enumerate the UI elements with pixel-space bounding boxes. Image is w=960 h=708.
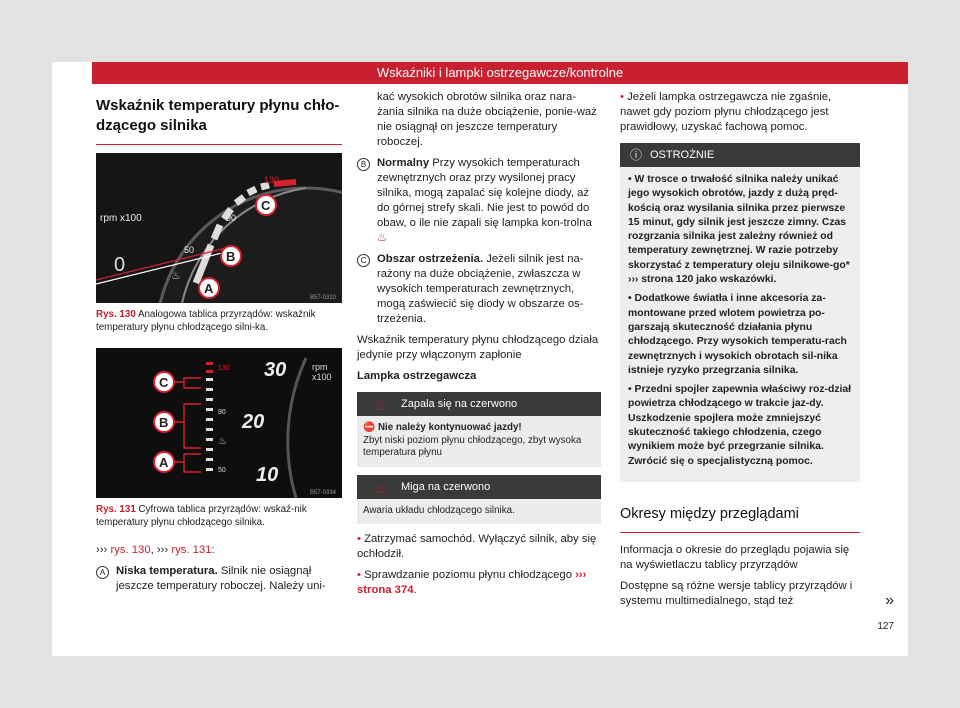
speed-30: 30	[264, 359, 287, 381]
caption-text: Analogowa tablica przyrządów: wskaźnik temperatury płynu chłodzącego silni-ka.	[96, 309, 316, 333]
figure-references	[96, 543, 342, 558]
bullet-icon: •	[620, 91, 624, 103]
figure-130-caption	[96, 309, 342, 334]
item-b-title: Normalny	[377, 157, 430, 169]
column-3	[620, 90, 860, 615]
item-b-text: Przy wysokich temperaturach zewnętrznych oraz przy wysilonej pracy silnika, mogą zapalać się kolejne diody, aż do górnej strefy skali. Nie jest to powód do obaw, o ile nie zapali się lampka kon-trolna	[377, 157, 592, 229]
label-a: A	[159, 455, 169, 470]
lamp-heading: Lampka ostrzegawcza	[357, 370, 477, 382]
figure-code: B57-0310	[310, 295, 337, 301]
tick-90: 90	[218, 409, 226, 416]
caution-title: OSTROŻNIE	[650, 149, 715, 161]
figure-131-caption	[96, 504, 342, 529]
ref-link-130[interactable]: rys. 130	[110, 544, 151, 556]
lamp-box-1-body	[357, 416, 601, 467]
tick-130: 130	[218, 365, 230, 372]
ref-sep: , ›››	[150, 544, 169, 556]
bullet-help-text: Jeżeli lampka ostrzegawcza nie zgaśnie, nawet gdy poziom płynu chłodzącego jest prawidłowy, uzyskać fachową pomoc.	[620, 91, 832, 133]
speed-10: 10	[256, 464, 279, 486]
box1-bold: Nie należy kontynuować jazdy!	[377, 422, 522, 433]
label-b: B	[226, 249, 236, 264]
bullet-stop	[357, 532, 601, 562]
column-1	[96, 90, 342, 600]
digital-gauge-image	[96, 348, 342, 498]
figure-code: B57-0334	[310, 490, 337, 496]
figure-131	[96, 348, 342, 498]
label-b: B	[159, 415, 169, 430]
caption-text: Cyfrowa tablica przyrządów: wskaź-nik temperatury płynu chłodzącego silnika.	[96, 504, 307, 528]
caution-item: • Przedni spojler zapewnia właściwy roz-dział powietrza chłodzącego w trakcie jaz-dy. Uszkodzenie spojlera może zmniejszyć skuteczność takiego chłodzenia, czego wynikiem może być przegrzanie silnika. Zwrócić się o specjalistyczną pomoc.	[628, 384, 852, 467]
label-c: C	[261, 198, 271, 213]
info-icon: ⓘ	[630, 148, 643, 162]
title-rule	[96, 144, 342, 145]
ref-link-131[interactable]: rys. 131	[171, 544, 212, 556]
service-paragraph-2: Dostępne są różne wersje tablicy przyrządów i systemu multimedialnego, stąd też	[620, 579, 853, 607]
svg-text:0: 0	[114, 254, 126, 276]
bullet-icon: •	[357, 533, 361, 545]
coolant-warning-icon: ♨	[375, 398, 387, 413]
page-ref-link[interactable]: ››› strona 374	[357, 569, 587, 596]
lamp-box-2-title: Miga na czerwono	[401, 480, 491, 493]
label-a: A	[204, 281, 214, 296]
bullet-1-text: Zatrzymać samochód. Wyłączyć silnik, aby się ochłodził.	[357, 533, 597, 560]
svg-text:♨: ♨	[218, 436, 227, 447]
section-header: Wskaźniki i lampki ostrzegawcze/kontrolne	[92, 62, 908, 84]
caution-body	[620, 167, 860, 482]
item-c	[357, 252, 601, 327]
continue-arrow-icon: »	[885, 592, 894, 609]
item-a-title: Niska temperatura.	[116, 565, 218, 577]
coolant-warning-icon: ♨	[377, 232, 388, 244]
service-paragraph-1: Informacja o okresie do przeglądu pojawia się na wyświetlaczu tablicy przyrządów	[620, 543, 850, 571]
marker-c: C	[357, 254, 370, 267]
svg-text:♨: ♨	[171, 270, 181, 282]
stop-icon: ⛔	[363, 422, 376, 433]
label-c: C	[159, 375, 169, 390]
rpm-label: rpm	[312, 362, 328, 372]
item-c-title: Obszar ostrzeżenia.	[377, 253, 484, 265]
marker-a: A	[96, 566, 109, 579]
item-c-text: Jeżeli silnik jest na-rażony na duże obciążenie, zwłaszcza w wysokich temperaturach zewnętrznych, mogą zaświecić się diody w obszarze os-trzeżenia.	[377, 253, 584, 325]
bullet-2-text: Sprawdzanie poziomu płynu chłodzącego	[364, 569, 572, 581]
caution-item-2-text: Dodatkowe światła i inne akcesoria za-montowane przed wlotem powietrza po-garszają skuteczność działania płynu chłodzącego. Przy wysokich temperatu-rach zewnętrznych i wysokich obrotach sil-nika istnieje ryzyko przegrzania silnika.	[628, 293, 847, 376]
lamp-box-1-header	[357, 392, 601, 416]
ref-arrows: ›››	[96, 544, 108, 556]
title-rule	[620, 532, 860, 533]
section-title: Wskaźnik temperatury płynu chło-dzącego silnika	[96, 97, 340, 134]
coolant-warning-icon: ♨	[375, 480, 387, 496]
box1-text: Zbyt niski poziom płynu chłodzącego, zbyt wysoka temperatura płynu	[363, 434, 582, 458]
ignition-paragraph: Wskaźnik temperatury płynu chłodzącego działa jedynie przy włączonym zapłonie	[357, 334, 599, 361]
tick-50: 50	[218, 467, 226, 474]
manual-page	[52, 62, 908, 656]
marker-b: B	[357, 158, 370, 171]
tick-130: 130	[264, 175, 280, 185]
caution-box	[620, 143, 860, 482]
bullet-icon: •	[357, 569, 361, 581]
caution-item-1-text: W trosce o trwałość silnika należy unikać jego wysokich obrotów, jazdy z dużą pręd-kością oraz wysilania silnika przez pierwsze 15 minut, gdy silnik jest jeszcze zimny. Czas rozgrzania silnika jest zależny również od temperatury zewnętrznej. W razie potrzeby skorzystać z temperatury oleju silnikowe-go* ››› strona 120 jako wskazówki.	[628, 174, 850, 286]
column-2	[357, 90, 601, 604]
figure-number: Rys. 130	[96, 309, 136, 320]
box2-text: Awaria układu chłodzącego silnika.	[363, 504, 515, 516]
item-a	[96, 564, 342, 594]
bullet-help	[620, 90, 860, 135]
figure-number: Rys. 131	[96, 504, 136, 515]
item-b	[357, 156, 601, 246]
lamp-box-2-header	[357, 475, 601, 499]
speed-20: 20	[242, 411, 265, 433]
tick-50: 50	[184, 245, 195, 255]
rpm-label-2: x100	[312, 372, 332, 382]
caution-item-3-text: Przedni spojler zapewnia właściwy roz-dział powietrza chłodzącego w trakcie jaz-dy. Uszkodzenie spojlera może zmniejszyć skuteczność takiego chłodzenia, czego wynikiem może być przegrzanie silnika. Zwrócić się o specjalistyczną pomoc.	[628, 384, 852, 467]
item-a-text: Silnik nie osiągnął jeszcze temperatury roboczej. Należy uni-	[116, 565, 326, 592]
page-number: 127	[877, 621, 894, 632]
lamp-box-1-title: Zapala się na czerwono	[401, 398, 518, 410]
tick-90: 90	[226, 213, 237, 223]
rpm-label: rpm x100	[100, 213, 142, 224]
bullet-check	[357, 568, 601, 598]
caution-item: • Dodatkowe światła i inne akcesoria za-montowane przed wlotem powietrza po-garszają skuteczność działania płynu chłodzącego. Przy wysokich temperatu-rach zewnętrznych i wysokich obrotach sil-nika istnieje ryzyko przegrzania silnika.	[628, 293, 847, 376]
caution-item: • W trosce o trwałość silnika należy unikać jego wysokich obrotów, jazdy z dużą pręd-kością oraz wysilania silnika przez pierwsze 15 minut, gdy silnik jest jeszcze zimny. Czas rozgrzania silnika jest zależny również od temperatury zewnętrznej. W razie potrzeby skorzystać z temperatury oleju silnikowe-go* ››› strona 120 jako wskazówki.	[628, 174, 850, 286]
service-intervals-title: Okresy między przeglądami	[620, 505, 799, 522]
caution-header	[620, 143, 860, 167]
lamp-box-2-body	[357, 499, 601, 525]
bullet-2-end: .	[413, 584, 417, 596]
ref-end: :	[211, 544, 215, 556]
item-a-continued	[357, 90, 601, 150]
analog-gauge-image	[96, 153, 342, 303]
figure-130	[96, 153, 342, 303]
item-a-cont-text: kać wysokich obrotów silnika oraz nara-żania silnika na duże obciążenie, ponie-waż nie osiągnął on jeszcze temperatury roboczej.	[377, 91, 597, 148]
